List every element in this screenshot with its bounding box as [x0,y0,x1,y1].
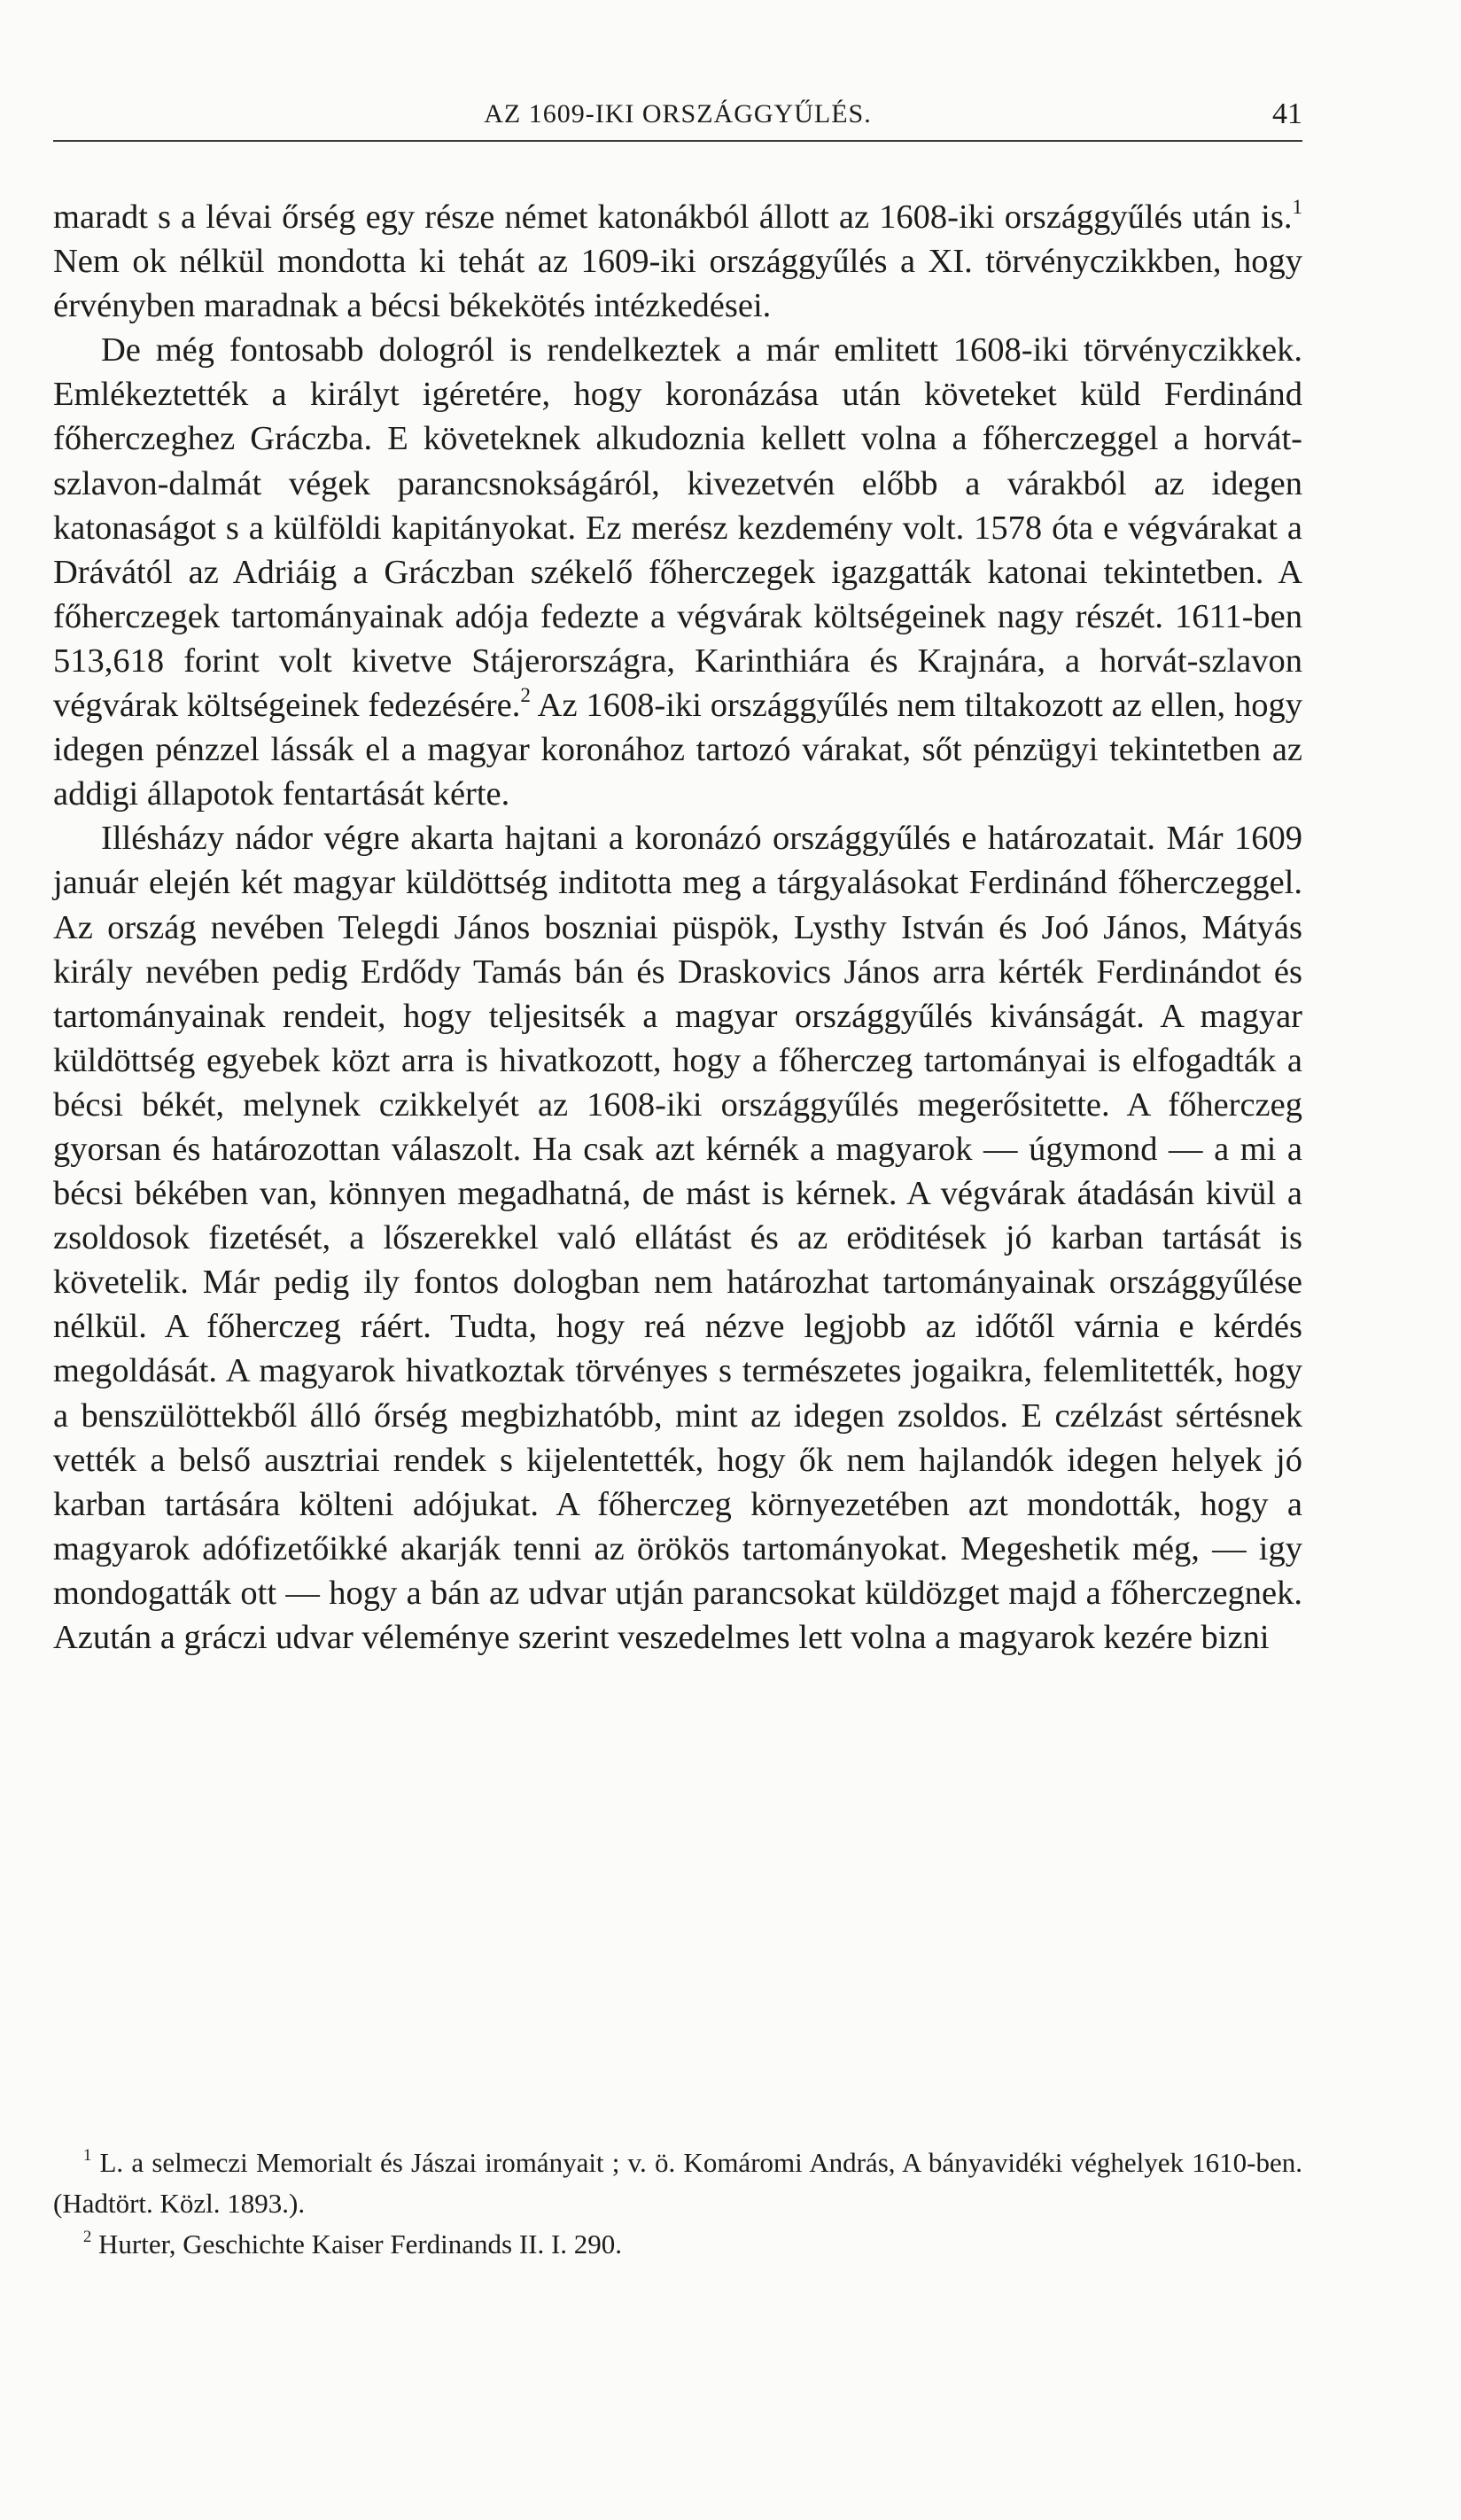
paragraph [53,816,1302,1660]
paragraph-text: Illésházy nádor végre akarta hajtani a koronázó országgyűlés e határozatait. Már 1609 január elején két magyar küldöttség inditotta meg a tárgyalásokat Ferdinánd főherczeggel. Az ország nevében Telegdi János boszniai püspök, Lysthy István és Joó János, Mátyás király nevében pedig Erdődy Tamás bán és Draskovics János arra kérték Ferdinándot és tartományainak rendeit, hogy teljesitsék a magyar országgyűlés kivánságát. A magyar küldöttség egyebek közt arra is hivatkozott, hogy a főherczeg tartományai is elfogadták a bécsi békét, melynek czikkelyét az 1608-iki országgyűlés megerősitette. A főherczeg gyorsan és határozottan válaszolt. Ha csak azt kérnék a magyarok — úgymond — a mi a bécsi békében van, könnyen megadhatná, de mást is kérnek. A végvárak átadásán kivül a zsoldosok fizetését, a lőszerekkel való ellátást és az eröditések jó karban tartását is követelik. Már pedig ily fontos dologban nem határozhat tartományainak országgyűlése nélkül. A főherczeg ráért. Tudta, hogy reá nézve legjobb az időtől várnia e kérdés megoldását. A magyarok hivatkoztak törvényes s természetes jogaikra, felemlitették, hogy a benszülöttekből álló őrség megbizhatóbb, mint az idegen zsoldos. E czélzást sértésnek vették a belső ausztriai rendek s kijelentették, hogy ők nem hajlandók idegen helyek jó karban tartására költeni adójukat. A főherczeg környezetében azt mondották, hogy a magyarok adófizetőikké akarják tenni az örökös tartományokat. Megeshetik még, — igy mondogatták ott — hogy a bán az udvar utján parancsokat küldözget majd a főherczegnek. Azután a gráczi udvar véleménye szerint veszedelmes lett volna a magyarok kezére bizni [53,820,1302,1656]
header-rule [53,140,1302,142]
paragraph [53,328,1302,816]
footnote-text: L. a selmeczi Memorialt és Jászai irományait ; v. ö. Komáromi András, A bányavidéki véghelyek 1610-ben. (Hadtört. Közl. 1893.). [53,2147,1302,2219]
paragraph-text: De még fontosabb dologról is rendelkeztek a már emlitett 1608-iki törvényczikkek. Emlékeztették a királyt igéretére, hogy koronázása után követeket küld Ferdinánd főherczeghez Gráczba. E követeknek alkudoznia kellett volna a főherczeggel a horvát-szlavon-dalmát végek parancsnokságáról, kivezetvén előbb a várakból az idegen katonaságot s a külföldi kapitányokat. Ez merész kezdemény volt. 1578 óta e végvárakat a Drávától az Adriáig a Gráczban székelő főherczegek igazgatták katonai tekintetben. A főherczegek tartományainak adója fedezte a végvárak költségeinek nagy részét. 1611-ben 513,618 forint volt kivetve Stájerországra, Karinthiára és Krajnára, a horvát-szlavon végvárak költségeinek fedezésére. [53,331,1302,725]
running-head [53,89,1302,142]
footnote [53,2224,1302,2265]
footnotes [53,2143,1302,2265]
body-text [53,195,1302,1660]
paragraph-text: Az 1608-iki országgyűlés nem tiltakozott az ellen, hogy idegen pénzzel lássák el a magyar koronához tartozó várakat, sőt pénzügyi tekintetben az addigi állapotok fentartását kérte. [53,687,1302,813]
page-number: 41 [1272,97,1302,130]
running-title: AZ 1609-IKI ORSZÁGGYŰLÉS. [484,99,872,128]
paragraph [53,195,1302,328]
footnote-marker: 1 [83,2145,92,2165]
footnote-marker: 2 [83,2227,92,2246]
paragraph-text: Nem ok nélkül mondotta ki tehát az 1609-iki országgyűlés a XI. törvényczikkben, hogy érvényben maradnak a bécsi békekötés intézkedései. [53,243,1302,325]
footnote-ref: 1 [1292,194,1302,218]
footnote-text: Hurter, Geschichte Kaiser Ferdinands II. I. 290. [91,2228,623,2259]
footnote [53,2143,1302,2224]
footnote-ref: 2 [520,682,531,706]
paragraph-text: maradt s a lévai őrség egy része német katonákból állott az 1608-iki országgyűlés után is. [53,198,1293,236]
